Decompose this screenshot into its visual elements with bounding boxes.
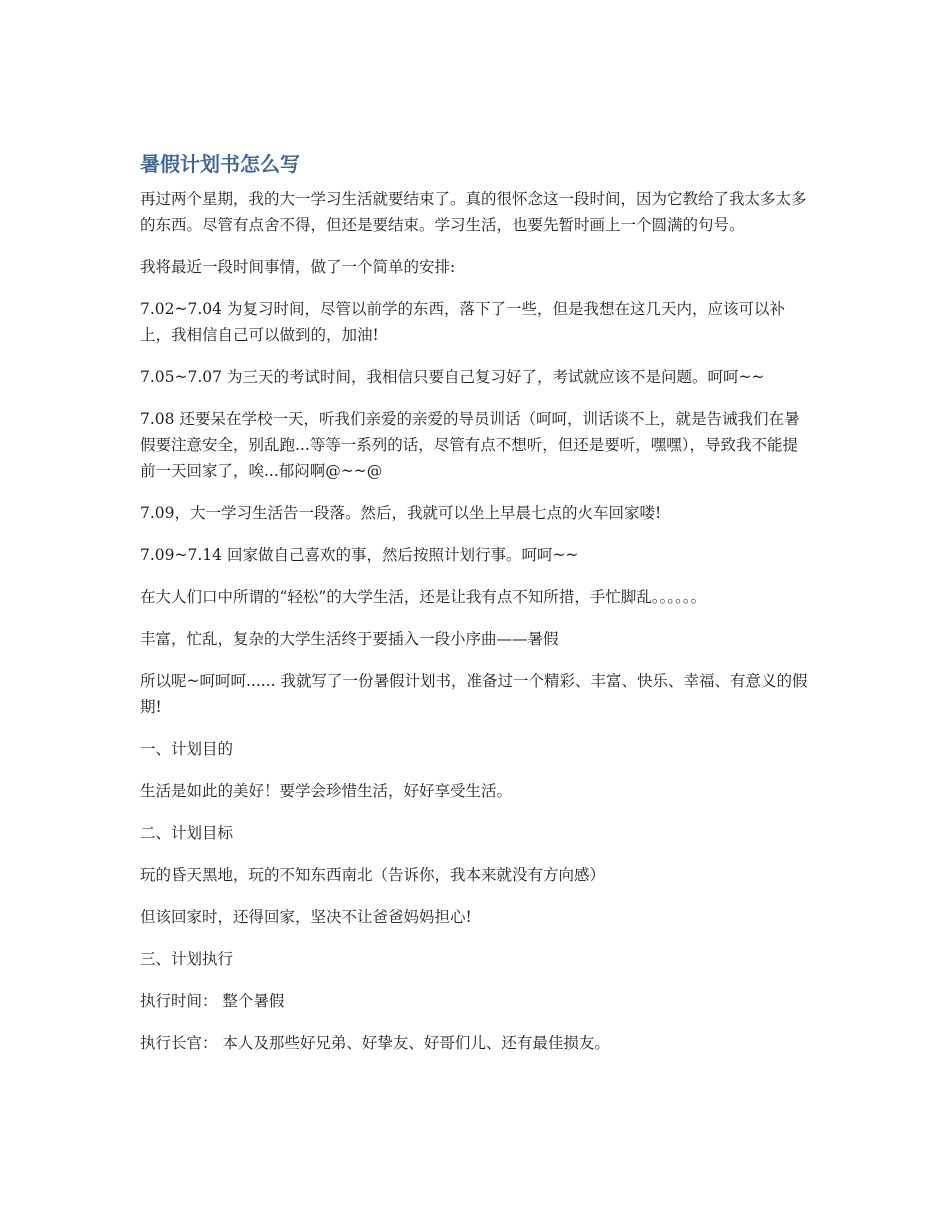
- paragraph: 丰富，忙乱，复杂的大学生活终于要插入一段小序曲——暑假: [140, 630, 559, 648]
- section-heading: 三、计划执行: [140, 950, 234, 968]
- paragraph: 玩的昏天黑地，玩的不知东西南北（告诉你，我本来就没有方向感）: [140, 866, 606, 884]
- paragraph: 7.08 还要呆在学校一天，听我们亲爱的亲爱的导员训话（呵呵，训话谈不上，就是告诫我们在暑假要注意安全，别乱跑...等等一系列的话，尽管有点不想听，但还是要听，嘿嘿），导致我不能提前一天回家了，唉...郁闷啊@~~@: [140, 410, 800, 480]
- paragraph: 执行长官： 本人及那些好兄弟、好挚友、好哥们儿、还有最佳损友。: [140, 1034, 610, 1052]
- paragraph: 所以呢~呵呵呵...... 我就写了一份暑假计划书，准备过一个精彩、丰富、快乐、幸福、有意义的假期!: [140, 672, 808, 716]
- section-heading: 二、计划目标: [140, 824, 234, 842]
- paragraph: 但该回家时，还得回家，坚决不让爸爸妈妈担心!: [140, 908, 472, 926]
- paragraph: 7.09，大一学习生活告一段落。然后，我就可以坐上早晨七点的火车回家喽!: [140, 504, 662, 522]
- paragraph: 在大人们口中所谓的“轻松”的大学生活，还是让我有点不知所措，手忙脚乱。。。。。。: [140, 588, 707, 606]
- document-page: [140, 148, 812, 1072]
- paragraph: 我将最近一段时间事情，做了一个简单的安排:: [140, 258, 456, 276]
- paragraph: 生活是如此的美好！要学会珍惜生活，好好享受生活。: [140, 782, 513, 800]
- paragraph: 7.02~7.04 为复习时间，尽管以前学的东西，落下了一些，但是我想在这几天内，应该可以补上，我相信自己可以做到的，加油!: [140, 300, 785, 344]
- paragraph: 7.09~7.14 回家做自己喜欢的事，然后按照计划行事。呵呵~~: [140, 546, 579, 564]
- paragraph: 7.05~7.07 为三天的考试时间，我相信只要自己复习好了，考试就应该不是问题。呵呵~~: [140, 368, 765, 386]
- section-heading: 一、计划目的: [140, 740, 234, 758]
- paragraph: 再过两个星期，我的大一学习生活就要结束了。真的很怀念这一段时间，因为它教给了我太多太多的东西。尽管有点舍不得，但还是要结束。学习生活，也要先暂时画上一个圆满的句号。: [140, 190, 807, 234]
- document-title: 暑假计划书怎么写: [140, 152, 300, 176]
- paragraph: 执行时间： 整个暑假: [140, 992, 285, 1010]
